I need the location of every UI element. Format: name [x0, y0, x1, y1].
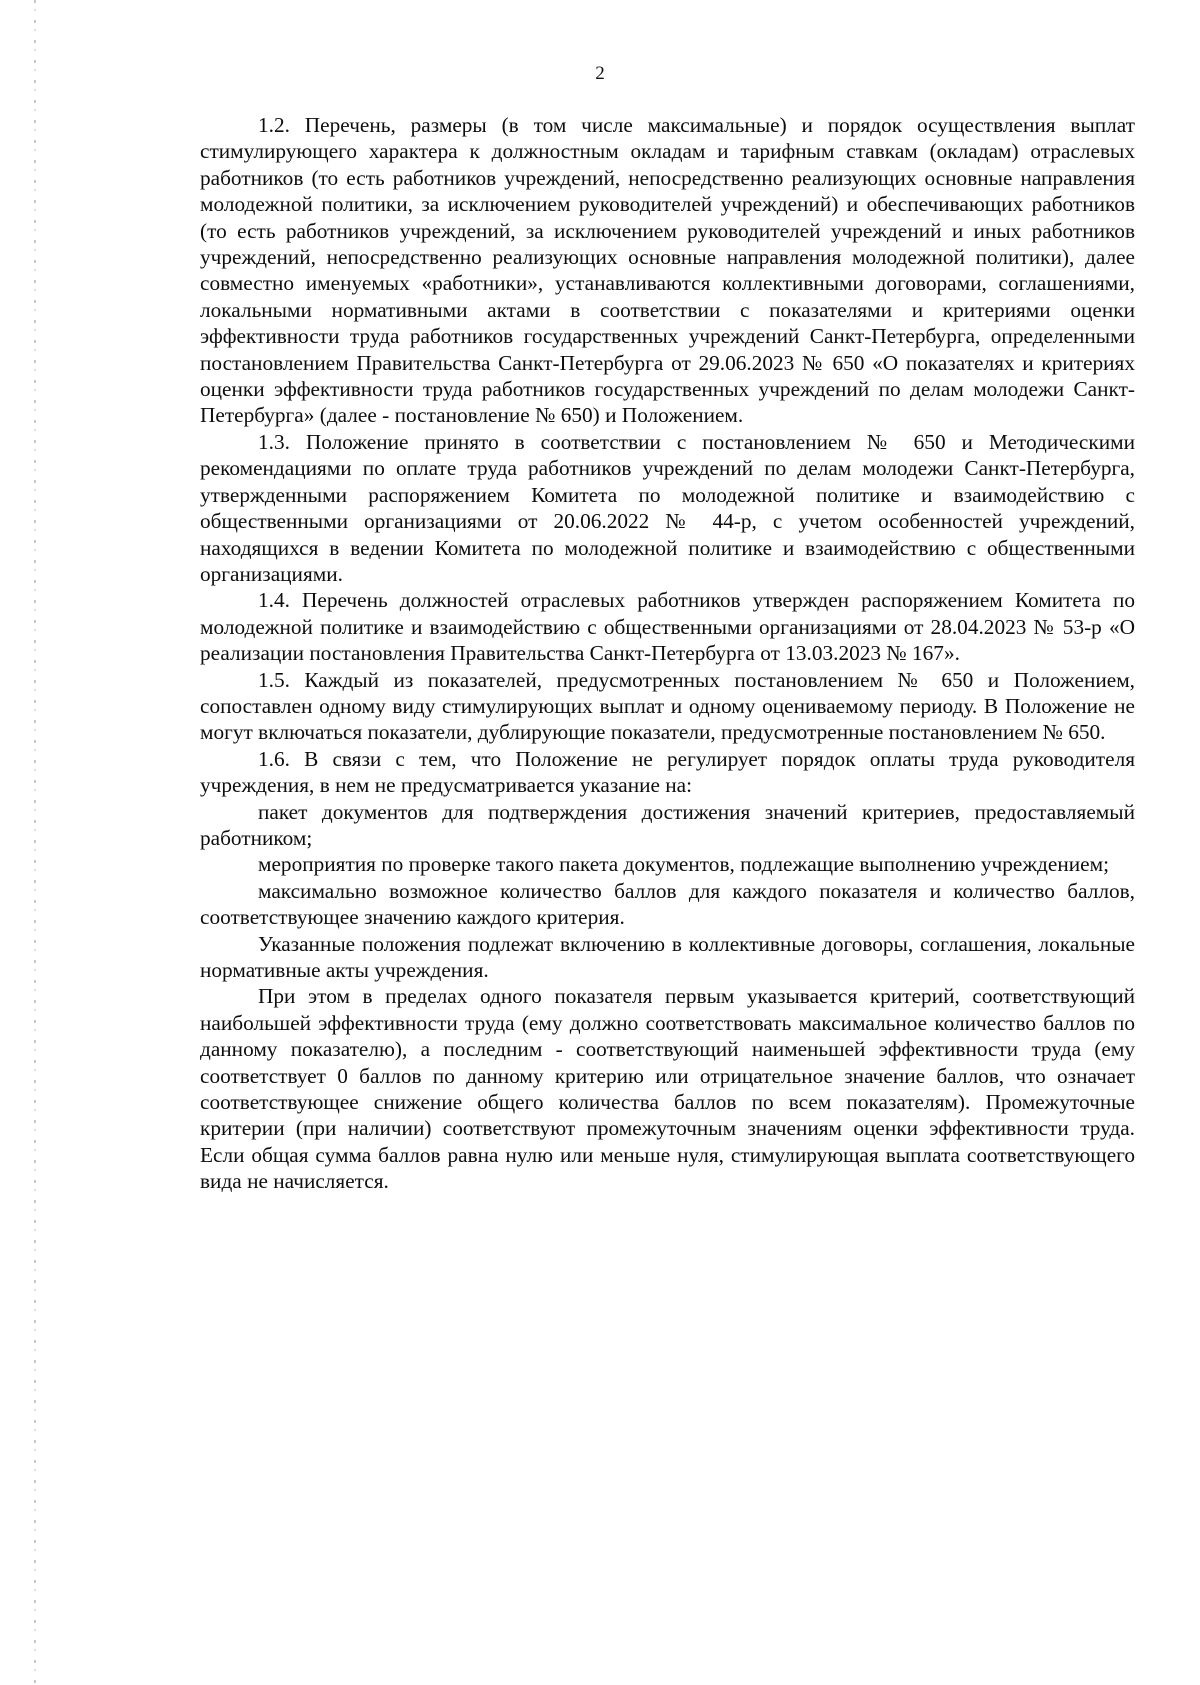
scan-edge-marks — [34, 0, 36, 1685]
paragraph-1-4: 1.4. Перечень должностей отраслевых работников утвержден распоряжением Комитета по молодежной политике и взаимодействию с общественными организациями от 28.04.2023 № 53-р «О реализации постановления Правительства Санкт-Петербурга от 13.03.2023 № 167». — [200, 588, 1135, 666]
paragraph-1-2: 1.2. Перечень, размеры (в том числе максимальные) и порядок осуществления выплат стимулирующего характера к должностным окладам и тарифным ставкам (окладам) отраслевых работников (то есть работников учреждений, непосредственно реализующих основные направления молодежной политики, за исключением руководителей учреждений) и обеспечивающих работников (то есть работников учреждений, за исключением руководителей учреждений и иных работников учреждений, непосредственно реализующих основные направления молодежной политики), далее совместно именуемых «работники», устанавливаются коллективными договорами, соглашениями, локальными нормативными актами в соответствии с показателями и критериями оценки эффективности труда работников государственных учреждений Санкт-Петербурга, определенными постановлением Правительства Санкт-Петербурга от 29.06.2023 № 650 «О показателях и критериях оценки эффективности труда работников государственных учреждений по делам молодежи Санкт-Петербурга» (далее - постановление № 650) и Положением. — [200, 113, 1135, 428]
paragraph-1-6: 1.6. В связи с тем, что Положение не регулирует порядок оплаты труда руководителя учреждения, в нем не предусматривается указание на: — [200, 746, 1135, 798]
list-item-documents-package: пакет документов для подтверждения достижения значений критериев, предоставляемый работником; — [200, 799, 1135, 850]
list-item-verification-measures: мероприятия по проверке такого пакета документов, подлежащие выполнению учреждением; — [258, 852, 1109, 877]
paragraph-1-3: 1.3. Положение принято в соответствии с постановлением № 650 и Методическими рекомендациями по оплате труда работников учреждений по делам молодежи Санкт-Петербурга, утвержденными распоряжением Комитета по молодежной политике и взаимодействию с общественными организациями от 20.06.2022 № 44-р, с учетом особенностей учреждений, находящихся в ведении Комитета по молодежной политике и взаимодействию с общественными организациями. — [200, 429, 1135, 586]
paragraph-criteria-order: При этом в пределах одного показателя первым указывается критерий, соответствующий наибольшей эффективности труда (ему должно соответствовать максимальное количество баллов по данному показателю), а последним - соответствующий наименьшей эффективности труда (ему соответствует 0 баллов по данному критерию или отрицательное значение баллов, что означает соответствующее снижение общего количества баллов по всем показателям). Промежуточные критерии (при наличии) соответствуют промежуточным значениям оценки эффективности труда. Если общая сумма баллов равна нулю или меньше нуля, стимулирующая выплата соответствующего вида не начисляется. — [200, 984, 1135, 1194]
paragraph-inclusion-note: Указанные положения подлежат включению в коллективные договоры, соглашения, локальные нормативные акты учреждения. — [200, 931, 1135, 982]
paragraph-1-5: 1.5. Каждый из показателей, предусмотренных постановлением № 650 и Положением, сопоставлен одному виду стимулирующих выплат и одному оцениваемому периоду. В Положение не могут включаться показатели, дублирующие показатели, предусмотренные постановлением № 650. — [200, 667, 1135, 745]
list-item-max-points: максимально возможное количество баллов для каждого показателя и количество баллов, соответствующее значению каждого критерия. — [200, 878, 1135, 930]
page-number: 2 — [595, 63, 605, 84]
document-body — [200, 112, 1135, 1195]
